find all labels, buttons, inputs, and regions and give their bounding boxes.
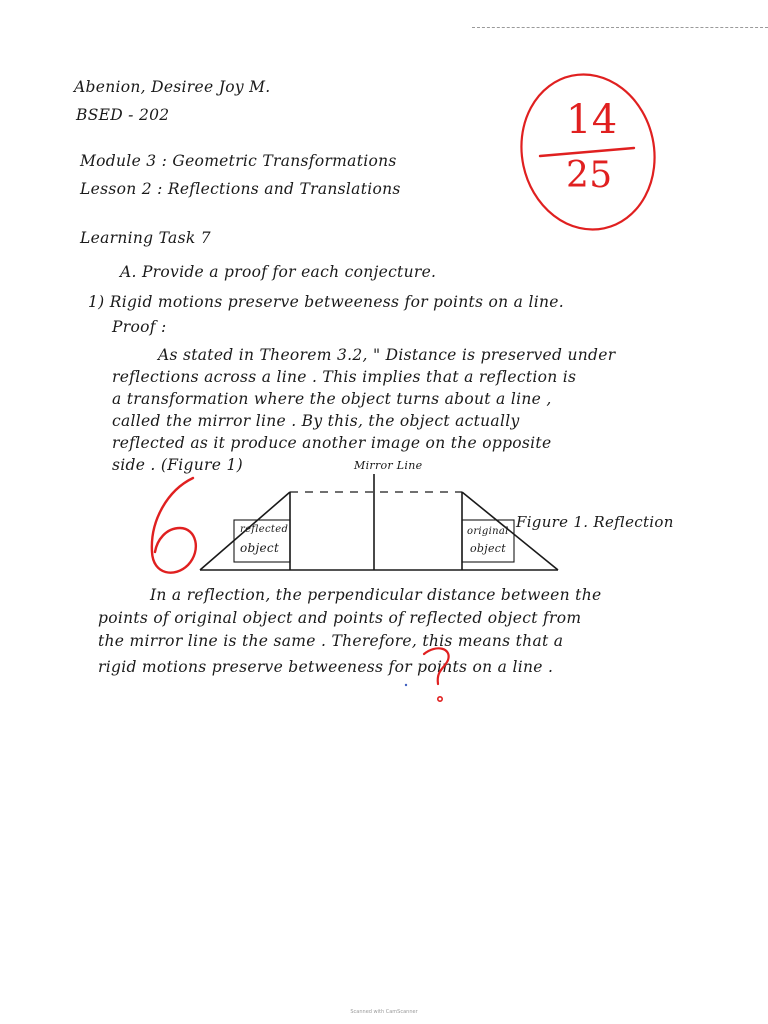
query-mark-stroke — [424, 648, 449, 684]
paragraph-2-line-4: rigid motions preserve betweeness for points on a line . — [98, 658, 554, 676]
paragraph-1-line-4: called the mirror line . By this, the object actually — [112, 412, 520, 430]
reflected-label-line-1: reflected — [240, 524, 289, 535]
ink-dot — [405, 684, 407, 686]
mirror-line-label: Mirror Line — [354, 459, 423, 472]
grade-score: 14 — [566, 97, 618, 143]
grade-total: 25 — [566, 155, 613, 196]
original-label-line-1: original — [467, 526, 509, 537]
paragraph-1-line-5: reflected as it produce another image on the opposite — [112, 434, 552, 452]
student-name: Abenion, Desiree Joy M. — [74, 78, 271, 96]
paragraph-2-line-3: the mirror line is the same . Therefore, this means that a — [98, 632, 564, 650]
query-mark-dot — [438, 697, 442, 701]
paragraph-1-line-6: side . (Figure 1) — [112, 456, 243, 474]
figure-caption: Figure 1. Reflection — [516, 513, 674, 531]
original-label-line-2: object — [470, 542, 506, 555]
student-section: BSED - 202 — [76, 106, 170, 124]
paragraph-1-line-3: a transformation where the object turns about a line , — [112, 390, 552, 408]
partial-mark-stroke — [152, 478, 196, 573]
paragraph-1-line-1: As stated in Theorem 3.2, " Distance is preserved under — [158, 346, 616, 364]
conjecture-1: 1) Rigid motions preserve betweeness for points on a line. — [88, 293, 564, 311]
module-title: Module 3 : Geometric Transformations — [80, 152, 397, 170]
task-title: Learning Task 7 — [80, 229, 211, 247]
scanner-footer: Scanned with CamScanner — [350, 1009, 418, 1015]
paragraph-2-line-1: In a reflection, the perpendicular distance between the — [150, 586, 602, 604]
task-instruction: A. Provide a proof for each conjecture. — [120, 263, 437, 281]
paragraph-2-line-2: points of original object and points of reflected object from — [98, 609, 582, 627]
reflected-label-line-2: object — [240, 541, 280, 555]
proof-label: Proof : — [112, 318, 167, 336]
paragraph-1-line-2: reflections across a line . This implies that a reflection is — [112, 368, 577, 386]
lesson-title: Lesson 2 : Reflections and Translations — [80, 180, 401, 198]
